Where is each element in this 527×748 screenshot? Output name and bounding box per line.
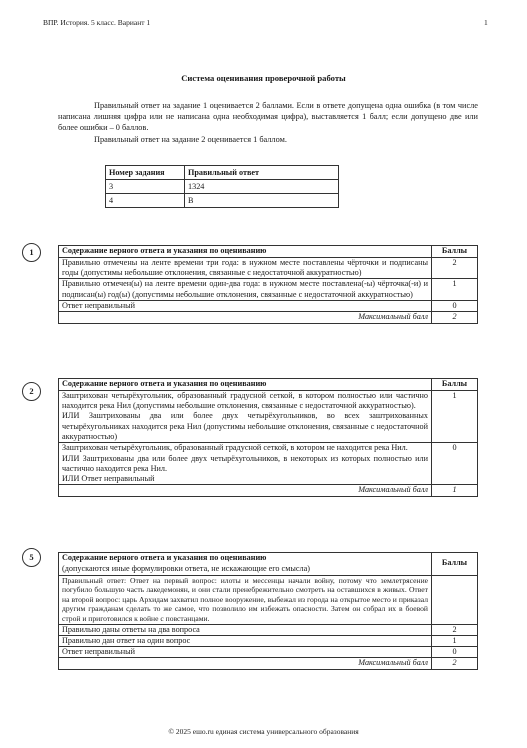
- header-title: ВПР. История. 5 класс. Вариант 1: [43, 18, 151, 27]
- criteria-header: [59, 553, 432, 576]
- max-score-label: Максимальный балл: [59, 312, 432, 323]
- answer-task-number: 3: [106, 180, 185, 194]
- criteria-score: 2: [432, 624, 478, 635]
- criteria-text: Ответ неправильный: [59, 300, 432, 311]
- criteria-header-note: (допускаются иные формулировки ответа, не искажающие его смысла): [62, 563, 310, 573]
- criteria-text: Правильно даны ответы на два вопроса: [59, 624, 432, 635]
- max-score-label: Максимальный балл: [59, 658, 432, 669]
- criteria-line: Заштрихован четырёхугольник, образованный градусной сеткой, в котором не находится река Нил.: [62, 443, 408, 453]
- task1-criteria-table: [58, 245, 478, 324]
- criteria-score: 2: [432, 257, 478, 279]
- criteria-score: 0: [432, 300, 478, 311]
- task2-criteria-table: [58, 378, 478, 497]
- intro-paragraph-1: Правильный ответ на задание 1 оценивается 2 баллами. Если в ответе допущена одна ошибка (в том числе написана лишняя цифра или не написана одна необходимая цифра), выставляется 1 балл; если допущено две или более ошибки – 0 баллов.: [58, 101, 478, 133]
- table-row: [59, 300, 478, 311]
- criteria-text: Ответ неправильный: [59, 647, 432, 658]
- table-row: [59, 379, 478, 391]
- table-row: [59, 257, 478, 279]
- score-header: Баллы: [432, 246, 478, 258]
- table-row: [59, 575, 478, 624]
- table-row: [59, 635, 478, 646]
- table-row: [59, 246, 478, 258]
- task-number-badge: 2: [22, 382, 41, 401]
- table-row: [59, 647, 478, 658]
- criteria-line: ИЛИ Заштрихованы два или более двух четырёхугольников, во всех заштрихованных четырёхугольниках находится река Нил (допустимы небольшие отклонения, связанные с недостаточной аккуратностью): [62, 411, 428, 441]
- page-title: Система оценивания проверочной работы: [181, 73, 346, 83]
- table-row: [106, 194, 339, 208]
- criteria-header: Содержание верного ответа и указания по оцениванию: [59, 379, 432, 391]
- answer-value: В: [185, 194, 339, 208]
- answers-header-answer: Правильный ответ: [185, 166, 339, 180]
- score-header: Баллы: [432, 379, 478, 391]
- table-row: [59, 443, 478, 485]
- max-score-label: Максимальный балл: [59, 485, 432, 496]
- table-row: [106, 180, 339, 194]
- empty-score-cell: [432, 575, 478, 624]
- max-score-value: 2: [432, 658, 478, 669]
- task5-criteria-table: [58, 552, 478, 670]
- task-number-badge: 1: [22, 243, 41, 262]
- max-score-value: 2: [432, 312, 478, 323]
- intro-text: [58, 100, 478, 145]
- table-row: [59, 312, 478, 323]
- table-row: [59, 658, 478, 669]
- criteria-text: Правильно отмечены на ленте времени три года: в нужном месте поставлены чёрточки и подписаны годы (допустимы небольшие отклонения, связанные с недостаточной аккуратностью): [59, 257, 432, 279]
- criteria-text: Правильно дан ответ на один вопрос: [59, 635, 432, 646]
- table-row: [106, 166, 339, 180]
- page-footer: © 2025 ешо.ru единая система универсального образования: [168, 727, 359, 736]
- criteria-line: ИЛИ Ответ неправильный: [62, 474, 155, 484]
- answer-task-number: 4: [106, 194, 185, 208]
- criteria-score: 1: [432, 635, 478, 646]
- criteria-text: [59, 443, 432, 485]
- criteria-score: 0: [432, 443, 478, 485]
- task-number-badge: 5: [22, 548, 41, 567]
- intro-paragraph-2: Правильный ответ на задание 2 оценивается 1 баллом.: [94, 134, 287, 144]
- criteria-score: 0: [432, 647, 478, 658]
- answers-table: [105, 165, 339, 208]
- criteria-line: Заштрихован четырёхугольник, образованный градусной сеткой, в котором полностью или частично находится река Нил (допустимы небольшие отклонения, связанные с недостаточной аккуратностью).: [62, 390, 428, 411]
- criteria-score: 1: [432, 279, 478, 301]
- score-header: Баллы: [432, 553, 478, 576]
- criteria-header: Содержание верного ответа и указания по оцениванию: [59, 246, 432, 258]
- answer-value: 1324: [185, 180, 339, 194]
- criteria-line: ИЛИ Заштрихованы два или более двух четырёхугольников, в некоторых из которых полностью или частично находится река Нил.: [62, 453, 428, 473]
- criteria-text: Правильно отмечен(ы) на ленте времени один-два года: в нужном месте поставлена(-ы) чёрточка(-и) и подписан(ы) год(ы) (допустимы небольшие отклонения, связанные с недостаточной аккуратностью): [59, 279, 432, 301]
- page-number: 1: [484, 18, 488, 27]
- criteria-text: [59, 390, 432, 442]
- table-row: [59, 390, 478, 442]
- table-row: [59, 485, 478, 496]
- table-row: [59, 624, 478, 635]
- correct-answer-text: Правильный ответ: Ответ на первый вопрос: илоты и мессенцы начали войну, потому что землетрясение погубило большую часть лакедемонян, и они стали пренебрежительно смотреть на оставшихся в живых. Ответ на второй вопрос: царь Архидам захватил полное вооружение, выбежал из города на открытое место и приказал другим гражданам сделать то же самое, что позволило им избежать опасности. Затем он собрал их в боевой строй и приготовился к войне с повстанцами.: [59, 575, 432, 624]
- criteria-score: 1: [432, 390, 478, 442]
- table-row: [59, 553, 478, 576]
- criteria-header-line: Содержание верного ответа и указания по оцениванию: [62, 553, 267, 562]
- answers-header-number: Номер задания: [106, 166, 185, 180]
- max-score-value: 1: [432, 485, 478, 496]
- table-row: [59, 279, 478, 301]
